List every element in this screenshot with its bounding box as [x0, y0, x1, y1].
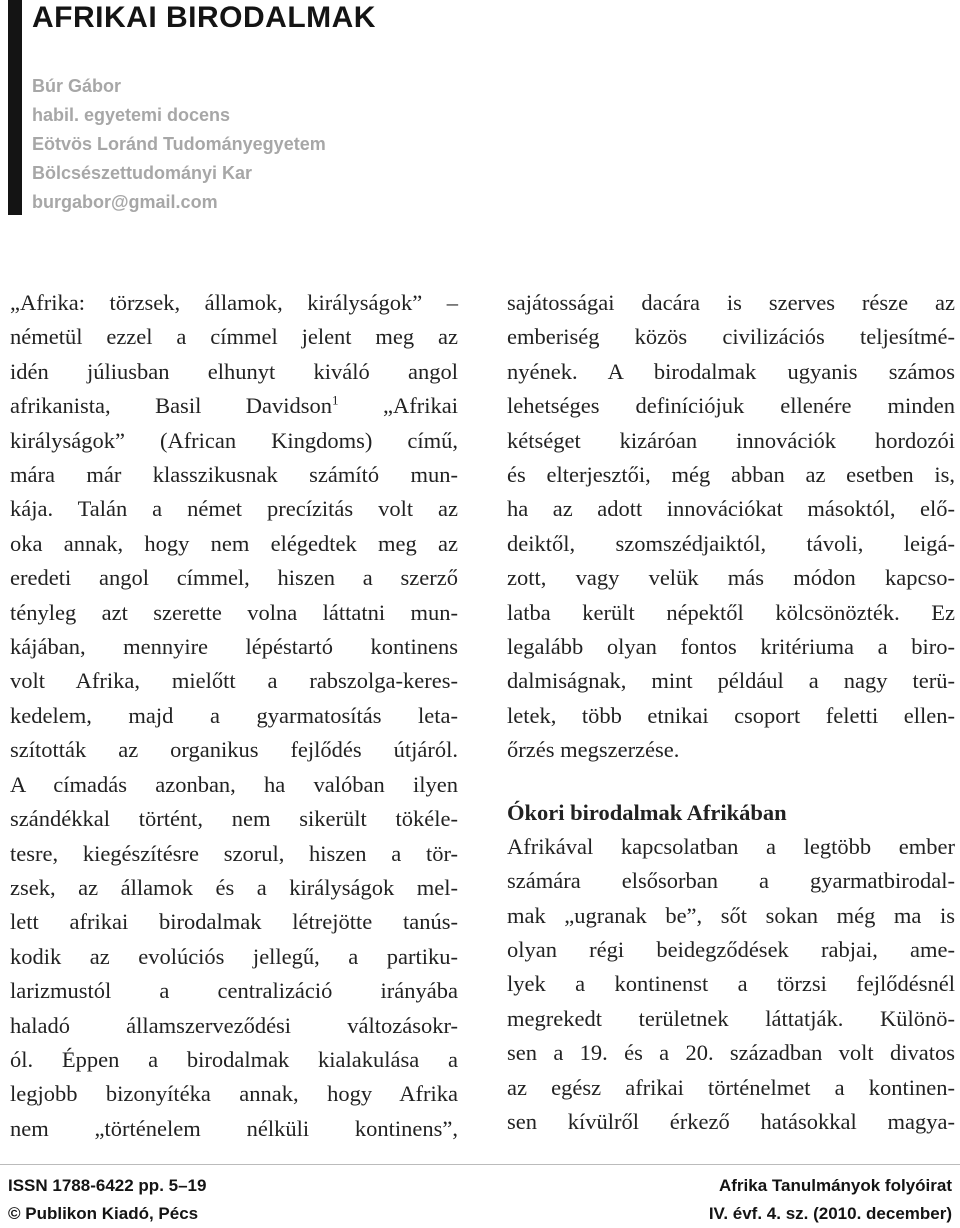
text-line: tesre, kiegészítésre szorul, hiszen a tör- — [10, 840, 458, 866]
text-line: legalább olyan fontos kritériuma a biro- — [507, 634, 955, 660]
text-line: sen kívülről érkező hatásokkal magya- — [507, 1108, 955, 1134]
footnote-ref[interactable]: 1 — [332, 392, 339, 408]
text-line: ól. Éppen a birodalmak kialakulása a — [10, 1046, 458, 1072]
author-block — [32, 72, 326, 217]
text-line: sen a 19. és a 20. században volt divatos — [507, 1040, 955, 1066]
text-line: kájában, mennyire lépéstartó kontinens — [10, 634, 458, 660]
text-line: oka annak, hogy nem elégedtek meg az — [10, 530, 458, 556]
section-paragraph — [507, 830, 955, 1140]
text-line: szándékkal történt, nem sikerült tökéle- — [10, 806, 458, 832]
text-line: lehetséges definíciójuk ellenére minden — [507, 393, 955, 419]
intro-paragraph — [10, 286, 458, 1146]
author-email[interactable]: burgabor@gmail.com — [32, 192, 218, 212]
text-line: legjobb bizonyítéka annak, hogy Afrika — [10, 1081, 458, 1107]
text-line: sajátosságai dacára is szerves része az — [507, 290, 955, 315]
line-suffix: „Afrikai — [338, 393, 458, 419]
text-line: mak „ugranak be”, sőt sokan még ma is — [507, 902, 955, 928]
left-column — [10, 286, 458, 1146]
text-line: deiktől, szomszédjaiktól, távoli, leigá- — [507, 530, 955, 556]
text-line: szították az organikus fejlődés útjáról. — [10, 737, 458, 763]
text-line: volt Afrika, mielőtt a rabszolga-keres- — [10, 668, 458, 694]
text-line: ha az adott innovációkat másoktól, elő- — [507, 496, 955, 522]
right-column — [507, 286, 955, 1139]
section-heading: Ókori birodalmak Afrikában — [507, 799, 787, 825]
article-title: AFRIKAI BIRODALMAK — [32, 1, 376, 34]
text-line: lyek a kontinenst a törzsi fejlődésnél — [507, 971, 955, 997]
text-line: „Afrika: törzsek, államok, királyságok” – — [10, 290, 458, 315]
text-line: királyságok” (African Kingdoms) című, — [10, 427, 458, 453]
text-line: letek, több etnikai csoport feletti ellen- — [507, 702, 955, 728]
text-line: latba került népektől kölcsönözték. Ez — [507, 599, 955, 625]
footer-issn: ISSN 1788-6422 pp. 5–19 — [8, 1176, 207, 1195]
text-line: az egész afrikai történelmet a kontinen- — [507, 1074, 955, 1100]
text-line: haladó államszerveződési változásokr- — [10, 1012, 458, 1038]
title-bar-accent — [8, 0, 22, 215]
text-line: számára elsősorban a gyarmatbirodal- — [507, 868, 955, 894]
text-line: kodik az evolúciós jellegű, a partiku- — [10, 943, 458, 969]
text-line: mára már klasszikusnak számító mun- — [10, 462, 458, 488]
author-faculty: Bölcsészettudományi Kar — [32, 163, 253, 183]
text-line: Afrikával kapcsolatban a legtöbb ember — [507, 833, 955, 859]
text-line: lett afrikai birodalmak létrejötte tanús- — [10, 909, 458, 935]
continuation-paragraph — [507, 286, 955, 768]
footer-issue: IV. évf. 4. sz. (2010. december) — [708, 1204, 952, 1223]
text-line: larizmustól a centralizáció irányába — [10, 978, 458, 1004]
text-line: A címadás azonban, ha valóban ilyen — [10, 771, 458, 797]
page-footer — [0, 1164, 960, 1228]
text-line: emberiség közös civilizációs teljesítmé- — [507, 324, 955, 350]
text-line: kétséget kizáróan innovációk hordozói — [507, 427, 955, 453]
author-position: habil. egyetemi docens — [32, 105, 231, 125]
text-line: nyének. A birodalmak ugyanis számos — [507, 358, 955, 384]
text-line: idén júliusban elhunyt kiváló angol — [10, 358, 458, 384]
footer-journal: Afrika Tanulmányok folyóirat — [718, 1176, 952, 1195]
text-line: olyan régi beidegződések rabjai, ame- — [507, 936, 955, 962]
footer-publisher: © Publikon Kiadó, Pécs — [8, 1204, 199, 1223]
text-line: kája. Talán a német precízitás volt az — [10, 496, 458, 522]
text-line: németül ezzel a címmel jelent meg az — [10, 324, 458, 350]
text-line: nem „történelem nélküli kontinens”, — [10, 1115, 458, 1141]
author-name: Búr Gábor — [32, 76, 122, 96]
text-line: kedelem, majd a gyarmatosítás leta- — [10, 702, 458, 728]
text-line: megrekedt területnek láttatják. Különö- — [507, 1005, 955, 1031]
text-line: dalmiságnak, mint például a nagy terü- — [507, 668, 955, 694]
text-line: zsek, az államok és a királyságok mel- — [10, 874, 458, 900]
text-line: és elterjesztői, még abban az esetben is, — [507, 462, 955, 488]
text-line: zott, vagy velük más módon kapcso- — [507, 565, 955, 591]
text-line: eredeti angol címmel, hiszen a szerző — [10, 565, 458, 591]
footer-rule — [0, 1164, 960, 1165]
text-line: őrzés megszerzése. — [507, 737, 680, 763]
author-university: Eötvös Loránd Tudományegyetem — [32, 134, 326, 154]
text-line: afrikanista, Basil Davidson$^1$ „Afrikai — [10, 392, 458, 419]
text-line: tényleg azt szerette volna láttatni mun- — [10, 599, 458, 625]
